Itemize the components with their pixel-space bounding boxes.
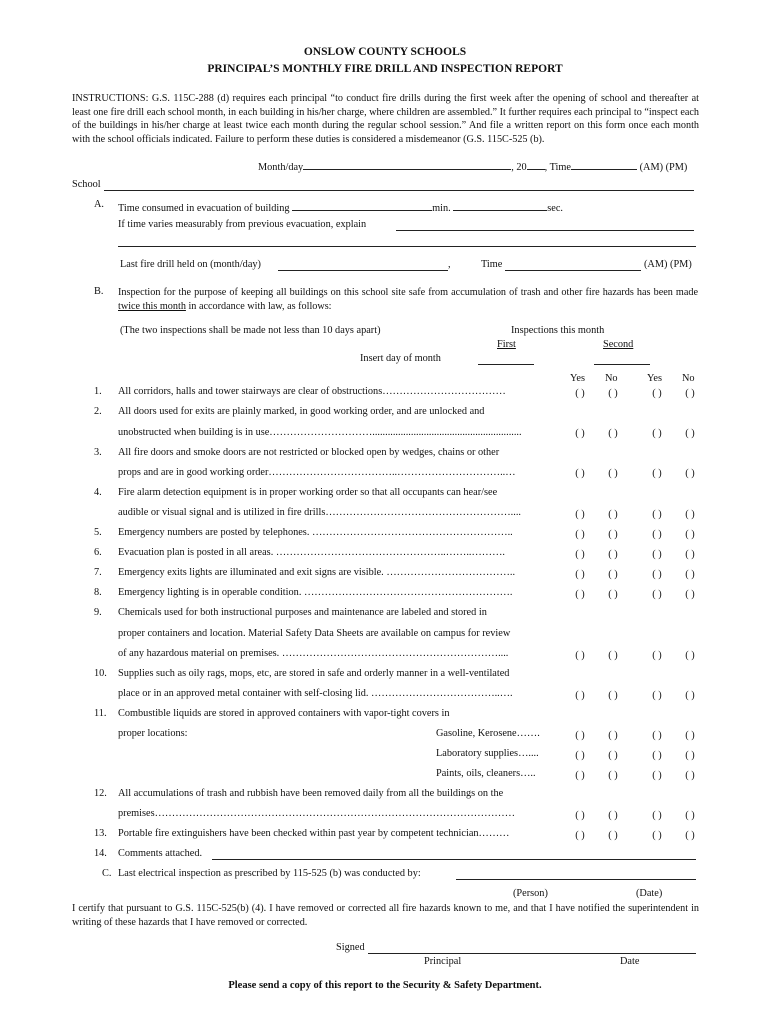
checkbox-second-no[interactable]: ( ) [685,750,695,761]
checkbox-second-no[interactable]: ( ) [685,650,695,661]
comments-field[interactable] [212,859,696,860]
checkbox-second-no[interactable]: ( ) [685,830,695,841]
checkbox-first-no[interactable]: ( ) [608,589,618,600]
checkbox-second-no[interactable]: ( ) [685,569,695,580]
month-day-field[interactable] [303,158,511,170]
checkbox-first-no[interactable]: ( ) [608,650,618,661]
last-drill-field[interactable] [278,270,448,271]
checkbox-second-no[interactable]: ( ) [685,589,695,600]
checkbox-first-no[interactable]: ( ) [608,770,618,781]
lab-supplies-label: Laboratory supplies….... [436,748,539,759]
item-text: Portable fire extinguishers have been checked within past year by competent technician……… [118,828,510,839]
checkbox-first-no[interactable]: ( ) [608,730,618,741]
checkbox-first-yes[interactable]: ( ) [575,509,585,520]
checkbox-second-no[interactable]: ( ) [685,468,695,479]
checkbox-first-yes[interactable]: ( ) [575,589,585,600]
signature-field[interactable] [368,953,696,954]
checkbox-second-yes[interactable]: ( ) [652,529,662,540]
item-number: 6. [94,547,102,558]
school-field[interactable] [104,190,694,191]
checkbox-second-no[interactable]: ( ) [685,770,695,781]
checkbox-first-yes[interactable]: ( ) [575,468,585,479]
item-number: 9. [94,607,102,618]
second-header: Second [603,339,634,350]
item-text: Emergency numbers are posted by telephones. ………………………………………………….. [118,527,513,538]
second-no-header: No [682,373,695,384]
second-yes-header: Yes [647,373,662,384]
item-text: All doors used for exits are plainly marked, in good working order, and are unlocked and [118,406,485,417]
item-text: Comments attached. [118,848,203,859]
school-name: ONSLOW COUNTY SCHOOLS [303,46,467,58]
checkbox-first-yes[interactable]: ( ) [575,730,585,741]
item-text: proper locations: [118,728,188,739]
item-text: Supplies such as oily rags, mops, etc, are stored in safe and orderly manner in a well-ventilated [118,668,510,679]
year-field[interactable] [527,158,545,170]
item-number: 4. [94,487,102,498]
first-header: First [497,339,516,350]
sec-label: sec. [547,203,563,214]
checkbox-first-yes[interactable]: ( ) [575,428,585,439]
first-day-field[interactable] [478,364,534,365]
checkbox-second-yes[interactable]: ( ) [652,770,662,781]
insert-day-label: Insert day of month [360,353,441,364]
school-label: School [72,179,101,190]
checkbox-second-yes[interactable]: ( ) [652,388,662,399]
intro-text: Inspection for the purpose of keeping all buildings on this school site safe from accumulation of trash and other fire hazards has been made [118,287,698,298]
item-text: unobstructed when building is in use………………………….......................................................... [118,427,522,438]
paints-label: Paints, oils, cleaners….. [436,768,536,779]
am-pm-label: (AM) (PM) [639,162,688,173]
last-drill-label: Last fire drill held on (month/day) [120,259,261,270]
signed-label: Signed [336,942,365,953]
intro-text-end: in accordance with law, as follows: [185,300,332,312]
first-yes-header: Yes [570,373,585,384]
year-label: , 20 [511,162,527,173]
principal-label: Principal [424,956,462,967]
first-no-header: No [605,373,618,384]
checkbox-second-yes[interactable]: ( ) [652,549,662,560]
checkbox-second-no[interactable]: ( ) [685,529,695,540]
item-number: 5. [94,527,102,538]
item-number: 13. [94,828,107,839]
checkbox-second-yes[interactable]: ( ) [652,810,662,821]
item-text: All accumulations of trash and rubbish have been removed daily from all the buildings on the [118,788,504,799]
checkbox-second-yes[interactable]: ( ) [652,830,662,841]
checkbox-first-yes[interactable]: ( ) [575,690,585,701]
checkbox-second-yes[interactable]: ( ) [652,730,662,741]
item-number: 8. [94,587,102,598]
item-number: 11. [94,708,107,719]
intro-underlined: twice this month [118,300,186,312]
person-label: (Person) [513,888,548,899]
checkbox-second-yes[interactable]: ( ) [652,650,662,661]
footer-note: Please send a copy of this report to the Security & Safety Department. [228,980,542,991]
checkbox-second-yes[interactable]: ( ) [652,509,662,520]
item-text: premises…………………………………………………………………………………………… [118,808,515,819]
electrical-inspection-field[interactable] [456,879,696,880]
section-c-text: Last electrical inspection as prescribed by 115-525 (b) was conducted by: [118,868,421,879]
evacuation-row [118,199,563,214]
checkbox-first-no[interactable]: ( ) [608,509,618,520]
checkbox-second-yes[interactable]: ( ) [652,428,662,439]
inspection-note: (The two inspections shall be made not less than 10 days apart) [120,325,381,336]
checkbox-first-no[interactable]: ( ) [608,388,618,399]
checkbox-first-no[interactable]: ( ) [608,750,618,761]
checkbox-first-yes[interactable]: ( ) [575,529,585,540]
checkbox-second-yes[interactable]: ( ) [652,569,662,580]
checkbox-first-yes[interactable]: ( ) [575,388,585,399]
item-number: 7. [94,567,102,578]
last-drill-comma: , [448,259,451,270]
checkbox-second-no[interactable]: ( ) [685,549,695,560]
month-day-label: Month/day [258,162,304,173]
item-text: props and are in good working order………………………………..…………………………..… [118,467,516,478]
checkbox-second-yes[interactable]: ( ) [652,750,662,761]
varies-field[interactable] [396,230,694,231]
checkbox-second-yes[interactable]: ( ) [652,690,662,701]
gasoline-label: Gasoline, Kerosene……. [436,728,540,739]
evacuation-min-field[interactable] [292,199,432,211]
checkbox-first-no[interactable]: ( ) [608,690,618,701]
section-c-letter: C. [102,868,112,879]
checkbox-second-no[interactable]: ( ) [685,810,695,821]
checkbox-first-yes[interactable]: ( ) [575,810,585,821]
checkbox-first-no[interactable]: ( ) [608,569,618,580]
checkbox-first-no[interactable]: ( ) [608,830,618,841]
item-text: Evacuation plan is posted in all areas. …………………………………………..……..………. [118,547,505,558]
time-field[interactable] [571,158,637,170]
item-number: 12. [94,788,107,799]
item-text: Emergency lighting is in operable condition. ……………………………………………………. [118,587,513,598]
evacuation-sec-field[interactable] [453,199,547,211]
checkbox-first-yes[interactable]: ( ) [575,750,585,761]
time-label: , Time [544,162,571,173]
checkbox-second-no[interactable]: ( ) [685,690,695,701]
instructions-paragraph: INSTRUCTIONS: G.S. 115C-288 (d) requires each principal “to conduct fire drills during the first week after the opening of school and thereafter at least one fire drill each school month, in each building in his/her charge, where children are assembled.” It further requires each principal to “inspect each of the buildings in his/her charge at least twice each month during the regular school session.” And file a written report on this form once each month with the school officials indicated. Failure to perform these duties is considered a misdemeanor (G.S. 115C-525 (b). [72,93,699,145]
item-text: All corridors, halls and tower stairways are clear of obstructions……………………………… [118,386,506,397]
last-drill-ampm: (AM) (PM) [644,259,692,270]
section-b-letter: B. [94,286,104,297]
item-text: of any hazardous material on premises. ……………………………………………………….... [118,648,509,659]
signature-date-label: Date [620,956,640,967]
section-b-intro [118,286,698,313]
item-text: Emergency exits lights are illuminated and exit signs are visible. ……………………………….. [118,567,516,578]
inspections-header: Inspections this month [511,325,605,336]
item-number: 10. [94,668,107,679]
item-text: Fire alarm detection equipment is in proper working order so that all occupants can hear/see [118,487,498,498]
checkbox-second-yes[interactable]: ( ) [652,468,662,479]
checkbox-first-yes[interactable]: ( ) [575,569,585,580]
report-title: PRINCIPAL’S MONTHLY FIRE DRILL AND INSPECTION REPORT [207,63,563,75]
date-label: (Date) [636,888,663,899]
checkbox-second-yes[interactable]: ( ) [652,589,662,600]
checkbox-first-no[interactable]: ( ) [608,529,618,540]
checkbox-first-yes[interactable]: ( ) [575,770,585,781]
checkbox-second-no[interactable]: ( ) [685,730,695,741]
checkbox-first-no[interactable]: ( ) [608,428,618,439]
varies-field-2[interactable] [118,246,696,247]
checkbox-first-yes[interactable]: ( ) [575,549,585,560]
varies-label: If time varies measurably from previous evacuation, explain [118,219,367,230]
checkbox-first-yes[interactable]: ( ) [575,650,585,661]
checkbox-second-no[interactable]: ( ) [685,509,695,520]
evacuation-label: Time consumed in evacuation of building [118,203,290,214]
checkbox-first-no[interactable]: ( ) [608,810,618,821]
item-number: 1. [94,386,102,397]
checkbox-second-no[interactable]: ( ) [685,388,695,399]
min-label: min. [432,203,451,214]
item-text: Chemicals used for both instructional purposes and maintenance are labeled and stored in [118,607,487,618]
checkbox-second-no[interactable]: ( ) [685,428,695,439]
item-number: 14. [94,848,107,859]
item-text: All fire doors and smoke doors are not restricted or blocked open by wedges, chains or other [118,447,500,458]
second-day-field[interactable] [594,364,650,365]
last-drill-time-field[interactable] [505,270,641,271]
item-text: audible or visual signal and is utilized in fire drills……………………………………………….... [118,507,521,518]
section-a-letter: A. [94,199,105,210]
item-text: Combustible liquids are stored in approved containers with vapor-tight covers in [118,708,450,719]
certification-text: I certify that pursuant to G.S. 115C-525(b) (4). I have removed or corrected all fire hazards known to me, and that I have notified the superintendent in writing of these hazards that I have removed or corrected. [72,903,699,928]
item-text: proper containers and location. Material Safety Data Sheets are available on campus for review [118,628,511,639]
checkbox-first-yes[interactable]: ( ) [575,830,585,841]
date-row [258,158,687,173]
checkbox-first-no[interactable]: ( ) [608,549,618,560]
item-text: place or in an approved metal container with self-closing lid. ………………………………..…. [118,688,513,699]
item-number: 3. [94,447,102,458]
checkbox-first-no[interactable]: ( ) [608,468,618,479]
item-number: 2. [94,406,102,417]
last-drill-time-label: Time [481,259,503,270]
